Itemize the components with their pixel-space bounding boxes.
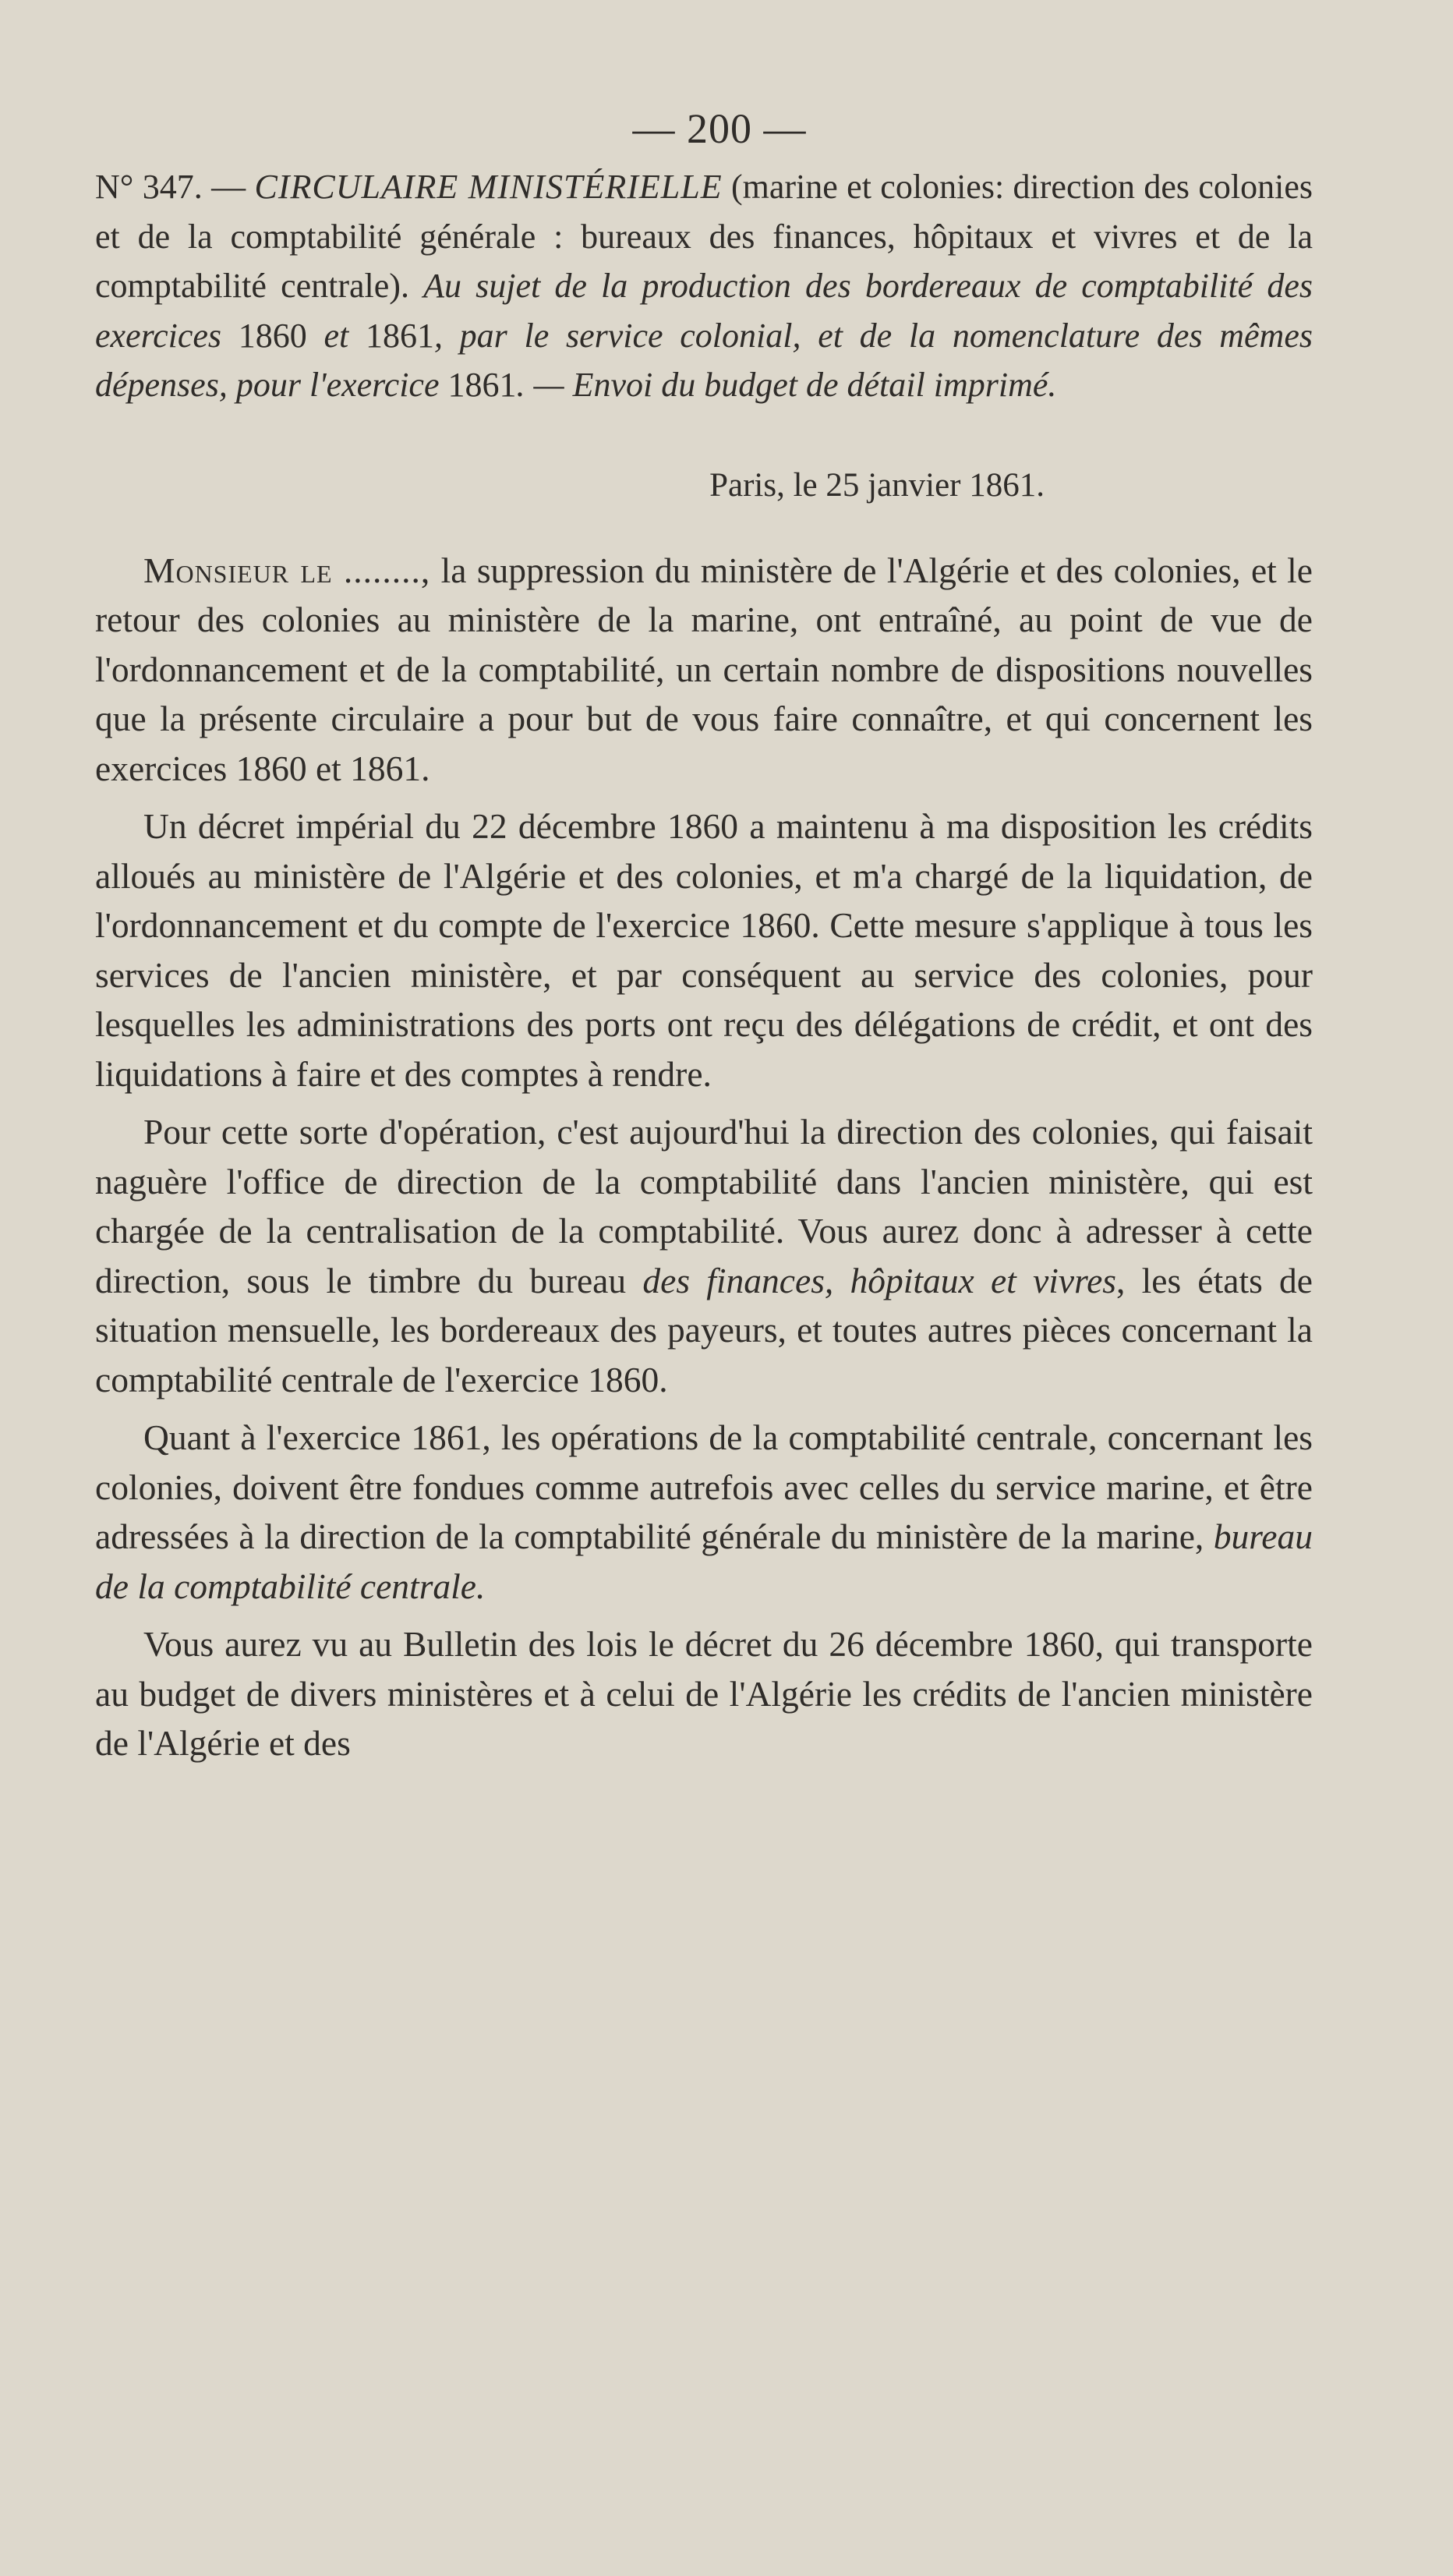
circular-number: N° 347. — xyxy=(95,168,246,206)
circular-header xyxy=(95,162,1313,410)
paragraph-4-italic: bureau de la comptabilité centrale. xyxy=(95,1516,1313,1606)
circular-subject-3: , par le service colonial, et de la nomenclature des mêmes dépenses, pour l'exercice xyxy=(95,316,1313,404)
circular-departments: (marine et colonies: direction des colonies et de la comptabilité générale : bureaux des finances, hôpitaux et vivres et de la comptabilité centrale). xyxy=(95,168,1313,305)
paragraph-4-text-a: Quant à l'exercice 1861, les opérations de la comptabilité centrale, concernant les colonies, doivent être fondues comme autrefois avec celles du service marine, et être adressées à la direction de la comptabilité générale du ministère de la marine, xyxy=(95,1417,1313,1556)
paragraph-1-text: la suppression du ministère de l'Algérie et des colonies, et le retour des colonies au ministère de la marine, ont entraîné, au point de vue de l'ordonnancement et de la comptabilité, un certain nombre de dispositions nouvelles que la présente circulaire a pour but de vous faire connaître, et qui concernent les exercices 1860 et 1861. xyxy=(95,550,1313,788)
dateline: Paris, le 25 janvier 1861. xyxy=(709,466,1045,504)
circular-subject-4: . — Envoi du budget de détail imprimé. xyxy=(516,366,1057,404)
paragraph-2: Un décret impérial du 22 décembre 1860 a maintenu à ma disposition les crédits alloués au ministère de l'Algérie et des colonies, et m'a chargé de la liquidation, de l'ordonnancement et du compte de l'exercice 1860. Cette mesure s'applique à tous les services de l'ancien ministère, et par conséquent au service des colonies, pour lesquelles les administrations des ports ont reçu des délégations de crédit, et ont des liquidations à faire et des comptes à rendre. xyxy=(95,806,1313,1094)
circular-subject-2: et xyxy=(306,316,366,355)
circular-year-2: 1861 xyxy=(365,316,434,355)
paragraph-3-text-a: Pour cette sorte d'opération, c'est aujourd'hui la direction des colonies, qui faisait naguère l'office de direction de la comptabilité dans l'ancien ministère, qui est chargée de la centralisation de la comptabilité. Vous aurez donc à adresser à cette direction, sous le timbre du bureau xyxy=(95,1112,1313,1300)
paragraph-5: Vous aurez vu au Bulletin des lois le décret du 26 décembre 1860, qui transporte au budget de divers ministères et à celui de l'Algérie les crédits de l'ancien ministère de l'Algérie et des xyxy=(95,1624,1313,1763)
circular-year-3: 1861 xyxy=(447,366,517,404)
letter-body xyxy=(95,546,1313,1768)
circular-year-1: 1860 xyxy=(238,316,307,355)
paragraph-4 xyxy=(95,1413,1313,1611)
paragraph-3 xyxy=(95,1107,1313,1404)
circular-subject-1: Au sujet de la production des bordereaux de comptabilité des exercices xyxy=(95,267,1313,355)
paragraph-3-italic: des finances, hôpitaux et vivres xyxy=(642,1260,1117,1300)
circular-title: CIRCULAIRE MINISTÉRIELLE xyxy=(254,168,723,206)
paragraph-1 xyxy=(95,546,1313,794)
page-number: — 200 — xyxy=(632,105,807,152)
salutation: Monsieur le ........, xyxy=(143,550,431,590)
page-content xyxy=(95,105,1313,1768)
paragraph-3-text-b: , les états de situation mensuelle, les bordereaux des payeurs, et toutes autres pièces concernant la comptabilité centrale de l'exercice 1860. xyxy=(95,1260,1313,1399)
